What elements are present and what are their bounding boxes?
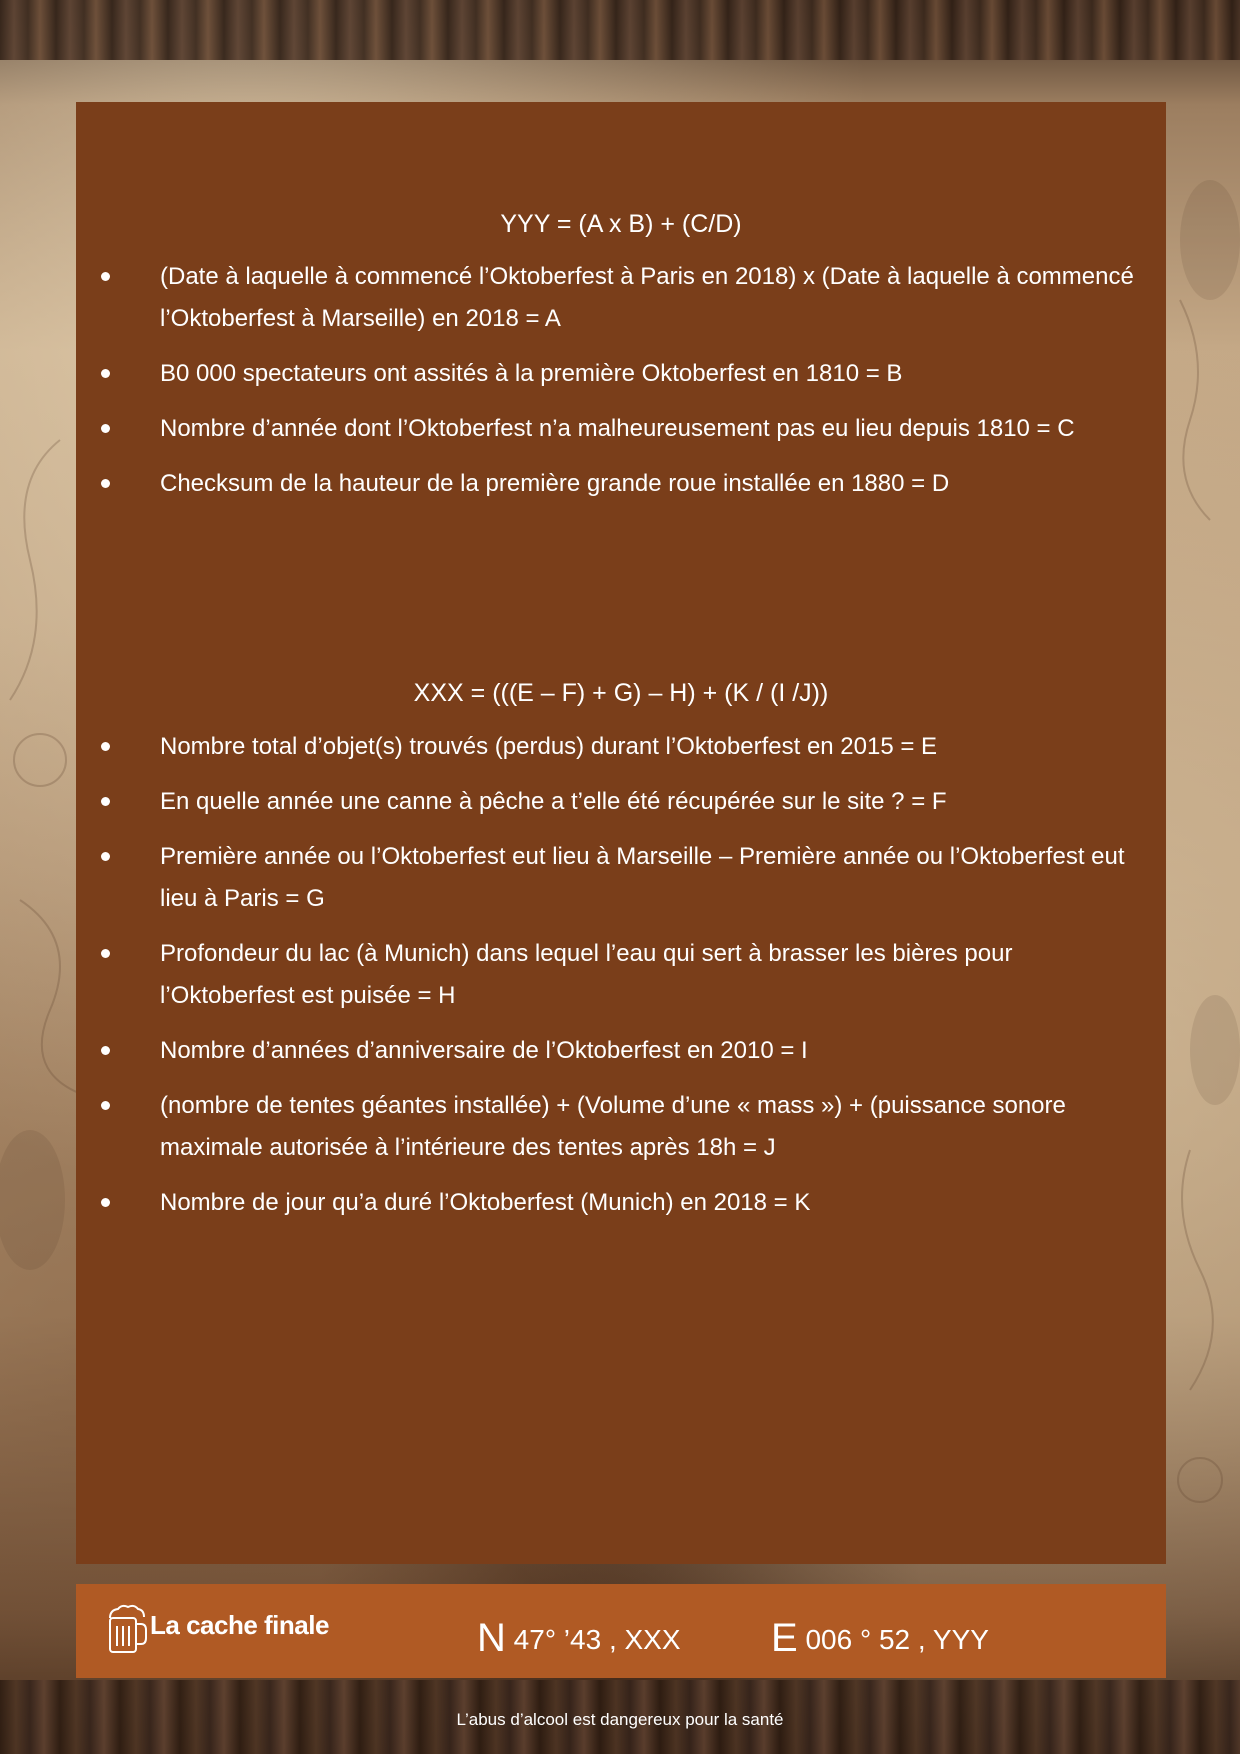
list-item [76, 256, 1166, 340]
beer-mug-icon [104, 1604, 148, 1656]
list-item [76, 408, 1166, 450]
bullet-icon [101, 1198, 110, 1207]
clue-k: Nombre de jour qu’a duré l’Oktoberfest (Munich) en 2018 = K [160, 1189, 811, 1216]
list-item [76, 933, 1166, 1017]
clue-a: (Date à laquelle à commencé l’Oktoberfest à Paris en 2018) x (Date à laquelle à commencé l’Oktoberfest à Marseille) en 2018 = A [160, 263, 1134, 332]
bullet-icon [101, 797, 110, 806]
list-item [76, 781, 1166, 823]
clue-e: Nombre total d’objet(s) trouvés (perdus) durant l’Oktoberfest en 2015 = E [160, 733, 938, 760]
east-letter: E [771, 1616, 798, 1660]
top-ornament-border [0, 0, 1240, 60]
bullet-icon [101, 949, 110, 958]
clue-list-yyy [76, 256, 1166, 518]
list-item [76, 463, 1166, 505]
north-letter: N [477, 1616, 506, 1660]
bullet-icon [101, 742, 110, 751]
clue-f: En quelle année une canne à pêche a t’elle été récupérée sur le site ? = F [160, 788, 947, 815]
list-item [76, 1030, 1166, 1072]
east-value: 006 ° 52 , YYY [805, 1624, 989, 1655]
list-item [76, 1182, 1166, 1224]
list-item [76, 726, 1166, 768]
final-cache-bar [76, 1584, 1166, 1678]
east-coordinate [771, 1614, 989, 1659]
clue-c: Nombre d’année dont l’Oktoberfest n’a malheureusement pas eu lieu depuis 1810 = C [160, 415, 1075, 442]
bullet-icon [101, 272, 110, 281]
health-disclaimer: L’abus d’alcool est dangereux pour la santé [456, 1710, 784, 1729]
formula-yyy: YYY = (A x B) + (C/D) [500, 210, 742, 238]
riddle-panel [76, 102, 1166, 1564]
clue-b: B0 000 spectateurs ont assités à la première Oktoberfest en 1810 = B [160, 360, 903, 387]
clue-j: (nombre de tentes géantes installée) + (Volume d’une « mass ») + (puissance sonore maximale autorisée à l’intérieure des tentes après 18h = J [160, 1092, 1066, 1161]
bullet-icon [101, 369, 110, 378]
bullet-icon [101, 424, 110, 433]
north-value: 47° ’43 , XXX [513, 1624, 681, 1655]
list-item [76, 353, 1166, 395]
north-coordinate [477, 1614, 681, 1659]
clue-i: Nombre d’années d’anniversaire de l’Oktoberfest en 2010 = I [160, 1037, 808, 1064]
final-cache-title: La cache finale [150, 1610, 329, 1640]
clue-h: Profondeur du lac (à Munich) dans lequel l’eau qui sert à brasser les bières pour l’Oktoberfest est puisée = H [160, 940, 1013, 1009]
bullet-icon [101, 479, 110, 488]
clue-list-xxx [76, 726, 1166, 1237]
formula-xxx: XXX = (((E – F) + G) – H) + (K / (I /J)) [413, 679, 829, 707]
bullet-icon [101, 1046, 110, 1055]
list-item [76, 836, 1166, 920]
clue-d: Checksum de la hauteur de la première grande roue installée en 1880 = D [160, 470, 950, 497]
list-item [76, 1085, 1166, 1169]
bullet-icon [101, 1101, 110, 1110]
bullet-icon [101, 852, 110, 861]
clue-g: Première année ou l’Oktoberfest eut lieu à Marseille – Première année ou l’Oktoberfest eut lieu à Paris = G [160, 843, 1125, 912]
